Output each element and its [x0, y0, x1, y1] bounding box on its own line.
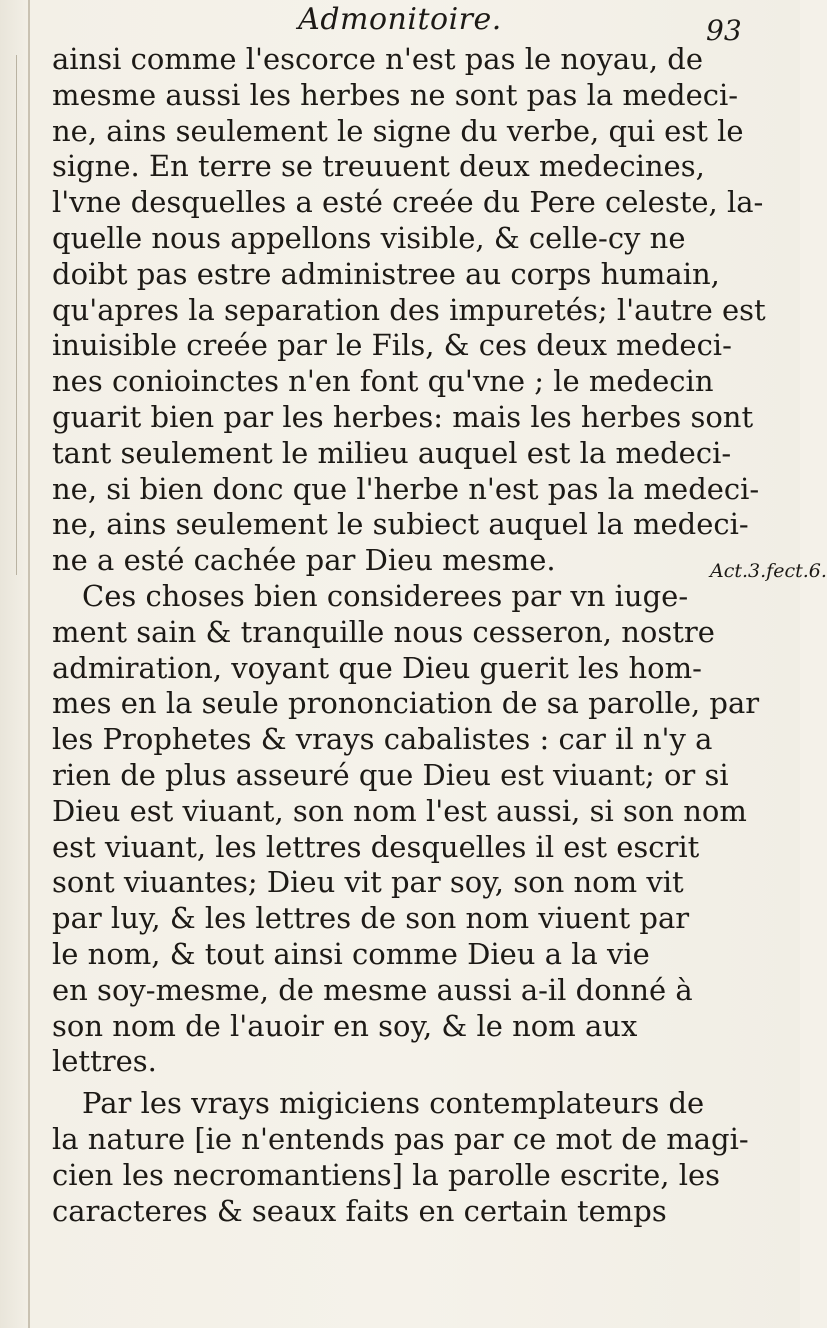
- paragraph: [52, 578, 760, 1080]
- text-line: Par les vrays migiciens contemplateurs de: [82, 1086, 705, 1121]
- page-gutter-shadow: [28, 0, 30, 1328]
- text-line: admiration, voyant que Dieu guerit les hom-: [52, 650, 702, 685]
- paragraph: [52, 42, 766, 579]
- text-line: en soy-mesme, de mesme aussi a-il donné à: [52, 972, 693, 1007]
- text-line: sont viuantes; Dieu vit par soy, son nom vit: [52, 865, 684, 900]
- text-line: mesme aussi les herbes ne sont pas la medeci-: [52, 77, 739, 112]
- page-number: 93: [706, 14, 742, 47]
- text-line: doibt pas estre administree au corps humain,: [52, 256, 720, 291]
- text-line: ne, ains seulement le subiect auquel la medeci-: [52, 507, 749, 542]
- text-line: Dieu est viuant, son nom l'est aussi, si son nom: [52, 793, 747, 828]
- text-line: lettres.: [52, 1044, 157, 1079]
- text-line: quelle nous appellons visible, & celle-cy ne: [52, 220, 686, 255]
- text-line: ainsi comme l'escorce n'est pas le noyau, de: [52, 42, 703, 76]
- paragraph: [52, 1086, 749, 1229]
- marginal-note: Act.3.fect.6.: [710, 560, 827, 582]
- text-line: le nom, & tout ainsi comme Dieu a la vie: [52, 936, 650, 971]
- text-line: ment sain & tranquille nous cesseron, nostre: [52, 614, 715, 649]
- text-line: ne, si bien donc que l'herbe n'est pas la medeci-: [52, 471, 760, 506]
- text-line: signe. En terre se treuuent deux medecines,: [52, 149, 705, 184]
- text-line: la nature [ie n'entends pas par ce mot de magi-: [52, 1121, 749, 1156]
- text-line: guarit bien par les herbes: mais les herbes sont: [52, 399, 754, 434]
- text-line: ne a esté cachée par Dieu mesme.: [52, 543, 556, 578]
- text-line: tant seulement le milieu auquel est la medeci-: [52, 435, 732, 470]
- text-line: rien de plus asseuré que Dieu est viuant; or si: [52, 757, 729, 792]
- text-line: par luy, & les lettres de son nom viuent par: [52, 901, 690, 936]
- text-line: caracteres & seaux faits en certain temps: [52, 1193, 667, 1228]
- text-line: est viuant, les lettres desquelles il est escrit: [52, 829, 700, 864]
- text-line: l'vne desquelles a esté creée du Pere celeste, la-: [52, 185, 764, 220]
- body-text: [52, 42, 766, 1229]
- text-line: inuisible creée par le Fils, & ces deux medeci-: [52, 328, 732, 363]
- text-line: ne, ains seulement le signe du verbe, qui est le: [52, 113, 744, 148]
- text-line: Ces choses bien considerees par vn iuge-: [82, 578, 689, 613]
- gutter-rule: [16, 55, 17, 575]
- text-line: qu'apres la separation des impuretés; l'autre est: [52, 292, 766, 327]
- text-line: mes en la seule prononciation de sa parolle, par: [52, 686, 760, 721]
- text-line: son nom de l'auoir en soy, & le nom aux: [52, 1008, 638, 1043]
- text-line: cien les necromantiens] la parolle escrite, les: [52, 1157, 721, 1192]
- text-line: nes conioinctes n'en font qu'vne ; le medecin: [52, 364, 714, 399]
- running-head: Admonitoire.: [298, 2, 502, 37]
- text-line: les Prophetes & vrays cabalistes : car il n'y a: [52, 722, 713, 757]
